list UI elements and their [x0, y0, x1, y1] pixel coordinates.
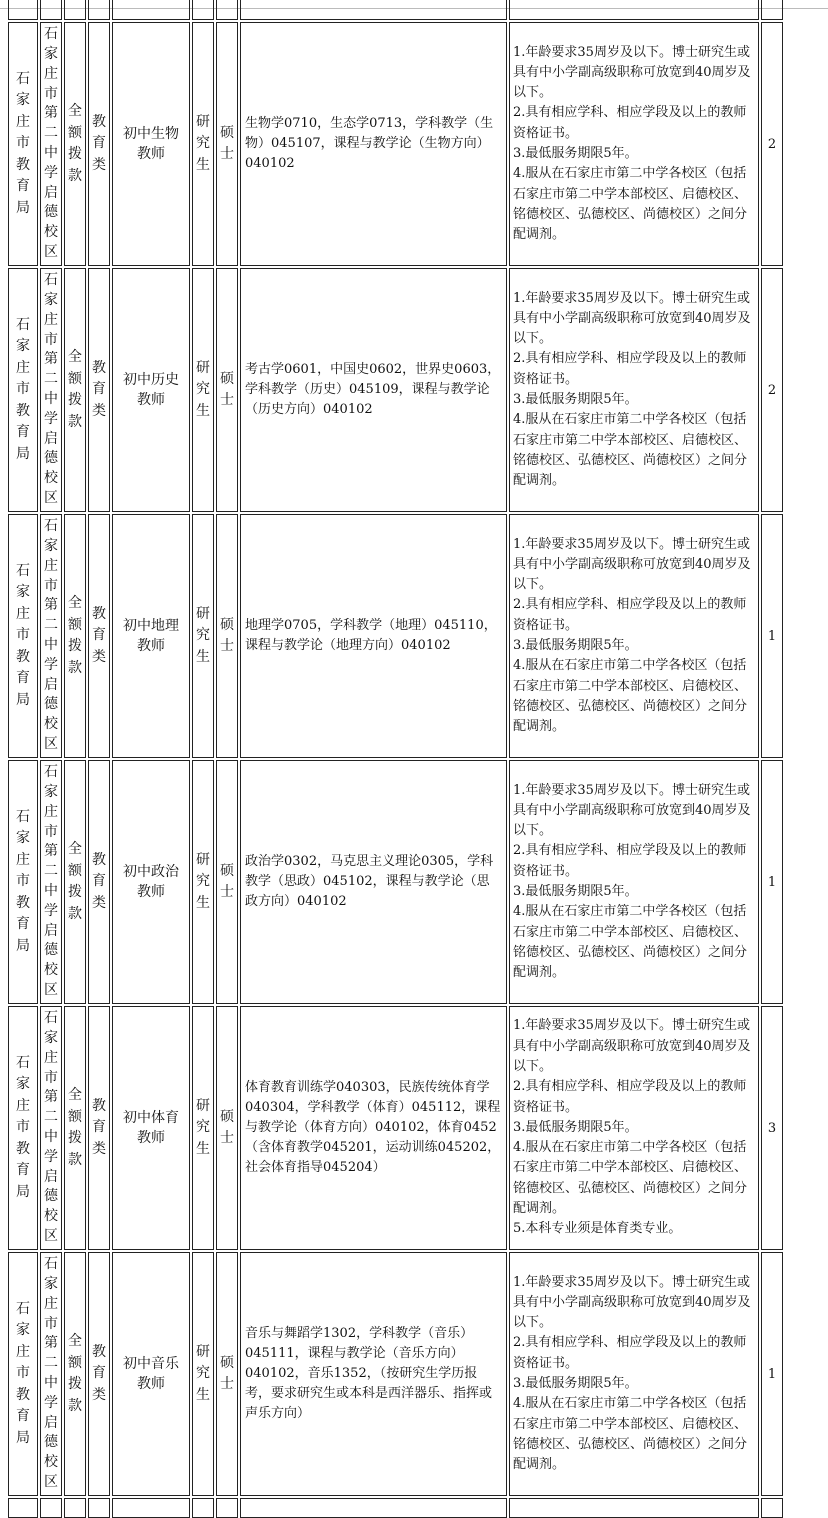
requirements-cell: 1.年龄要求35周岁及以下。博士研究生或具有中小学副高级职称可放宽到40周岁及以下。 2.具有相应学科、相应学段及以上的教师资格证书。 3.最低服务期限5年。 4.服从在石家庄市第二中学各校区（包括石家庄市第二中学本部校区、启德校区、铭德校区、弘德校区、尚德校区）之间分配调剂。 5.本科专业须是体育类专业。	[509, 1006, 759, 1250]
major-cell: 考古学0601，中国史0602，世界史0603，学科教学（历史）045109，课程与教学论（历史方向）040102	[240, 268, 507, 512]
major-cell: 体育教育训练学040303，民族传统体育学040304，学科教学（体育）045112，课程与教学论（体育方向）040102，体育0452（含体育教学045201，运动训练045202，社会体育指导045204）	[240, 1006, 507, 1250]
unit-cell: 石家庄市第二中学启德校区	[40, 1252, 62, 1496]
category-cell: 教育类	[88, 1252, 110, 1496]
degree-cell: 硕士	[216, 268, 238, 512]
major-cell: 地理学0705，学科教学（地理）045110，课程与教学论（地理方向）040102	[240, 514, 507, 758]
degree-cell: 硕士	[216, 1006, 238, 1250]
table-row	[8, 1006, 783, 1250]
funding-cell: 全额拨款	[64, 760, 86, 1004]
table-row	[8, 514, 783, 758]
table-row-partial-top	[8, 0, 783, 20]
post-cell: 初中历史教师	[112, 268, 190, 512]
dept-cell: 石家庄市教育局	[8, 514, 38, 758]
count-cell: 1	[761, 514, 783, 758]
category-cell: 教育类	[88, 514, 110, 758]
funding-cell: 全额拨款	[64, 514, 86, 758]
category-cell: 教育类	[88, 760, 110, 1004]
category-cell: 教育类	[88, 268, 110, 512]
requirements-cell: 1.年龄要求35周岁及以下。博士研究生或具有中小学副高级职称可放宽到40周岁及以下。 2.具有相应学科、相应学段及以上的教师资格证书。 3.最低服务期限5年。 4.服从在石家庄市第二中学各校区（包括石家庄市第二中学本部校区、启德校区、铭德校区、弘德校区、尚德校区）之间分配调剂。	[509, 1252, 759, 1496]
requirements-cell: 1.年龄要求35周岁及以下。博士研究生或具有中小学副高级职称可放宽到40周岁及以下。 2.具有相应学科、相应学段及以上的教师资格证书。 3.最低服务期限5年。 4.服从在石家庄市第二中学各校区（包括石家庄市第二中学本部校区、启德校区、铭德校区、弘德校区、尚德校区）之间分配调剂。	[509, 268, 759, 512]
major-cell: 音乐与舞蹈学1302，学科教学（音乐）045111，课程与教学论（音乐方向）040102，音乐1352，（按研究生学历报考，要求研究生或本科是西洋器乐、指挥或声乐方向）	[240, 1252, 507, 1496]
funding-cell: 全额拨款	[64, 22, 86, 266]
education-cell: 研究生	[192, 514, 214, 758]
dept-cell: 石家庄市教育局	[8, 268, 38, 512]
funding-cell: 全额拨款	[64, 1006, 86, 1250]
education-cell: 研究生	[192, 1252, 214, 1496]
degree-cell: 硕士	[216, 514, 238, 758]
unit-cell: 石家庄市第二中学启德校区	[40, 1006, 62, 1250]
table-row	[8, 22, 783, 266]
degree-cell: 硕士	[216, 760, 238, 1004]
category-cell: 教育类	[88, 22, 110, 266]
unit-cell: 石家庄市第二中学启德校区	[40, 760, 62, 1004]
table-row-partial-bottom	[8, 1498, 783, 1518]
major-cell: 生物学0710，生态学0713，学科教学（生物）045107，课程与教学论（生物方向）040102	[240, 22, 507, 266]
count-cell: 1	[761, 1252, 783, 1496]
unit-cell: 石家庄市第二中学启德校区	[40, 268, 62, 512]
table-row	[8, 760, 783, 1004]
unit-cell: 石家庄市第二中学启德校区	[40, 514, 62, 758]
education-cell: 研究生	[192, 22, 214, 266]
funding-cell: 全额拨款	[64, 1252, 86, 1496]
dept-cell: 石家庄市教育局	[8, 22, 38, 266]
table-row	[8, 268, 783, 512]
dept-cell: 石家庄市教育局	[8, 1006, 38, 1250]
count-cell: 1	[761, 760, 783, 1004]
category-cell: 教育类	[88, 1006, 110, 1250]
dept-cell: 石家庄市教育局	[8, 760, 38, 1004]
table-row	[8, 1252, 783, 1496]
major-cell: 政治学0302，马克思主义理论0305，学科教学（思政）045102，课程与教学论（思政方向）040102	[240, 760, 507, 1004]
post-cell: 初中政治教师	[112, 760, 190, 1004]
requirements-cell: 1.年龄要求35周岁及以下。博士研究生或具有中小学副高级职称可放宽到40周岁及以下。 2.具有相应学科、相应学段及以上的教师资格证书。 3.最低服务期限5年。 4.服从在石家庄市第二中学各校区（包括石家庄市第二中学本部校区、启德校区、铭德校区、弘德校区、尚德校区）之间分配调剂。	[509, 514, 759, 758]
count-cell: 2	[761, 268, 783, 512]
degree-cell: 硕士	[216, 22, 238, 266]
education-cell: 研究生	[192, 760, 214, 1004]
degree-cell: 硕士	[216, 1252, 238, 1496]
requirements-cell: 1.年龄要求35周岁及以下。博士研究生或具有中小学副高级职称可放宽到40周岁及以下。 2.具有相应学科、相应学段及以上的教师资格证书。 3.最低服务期限5年。 4.服从在石家庄市第二中学各校区（包括石家庄市第二中学本部校区、启德校区、铭德校区、弘德校区、尚德校区）之间分配调剂。	[509, 760, 759, 1004]
education-cell: 研究生	[192, 268, 214, 512]
post-cell: 初中生物教师	[112, 22, 190, 266]
funding-cell: 全额拨款	[64, 268, 86, 512]
requirements-cell: 1.年龄要求35周岁及以下。博士研究生或具有中小学副高级职称可放宽到40周岁及以下。 2.具有相应学科、相应学段及以上的教师资格证书。 3.最低服务期限5年。 4.服从在石家庄市第二中学各校区（包括石家庄市第二中学本部校区、启德校区、铭德校区、弘德校区、尚德校区）之间分配调剂。	[509, 22, 759, 266]
count-cell: 2	[761, 22, 783, 266]
post-cell: 初中体育教师	[112, 1006, 190, 1250]
count-cell: 3	[761, 1006, 783, 1250]
unit-cell: 石家庄市第二中学启德校区	[40, 22, 62, 266]
education-cell: 研究生	[192, 1006, 214, 1250]
post-cell: 初中音乐教师	[112, 1252, 190, 1496]
dept-cell: 石家庄市教育局	[8, 1252, 38, 1496]
post-cell: 初中地理教师	[112, 514, 190, 758]
